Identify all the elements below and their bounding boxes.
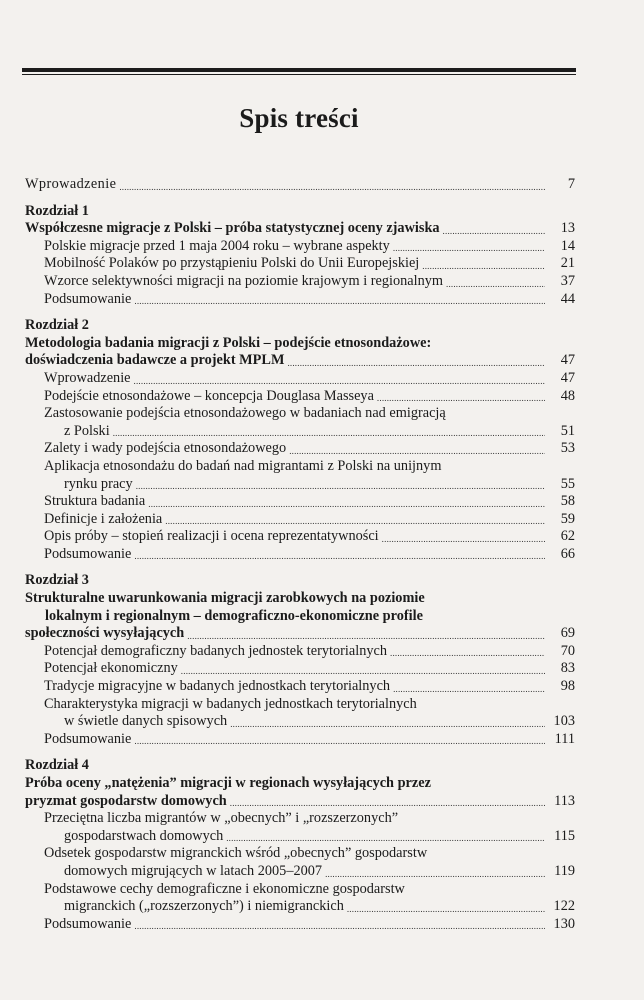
toc-entry-line: Podstawowe cechy demograficzne i ekonomiczne gospodarstw [44,880,405,897]
leader-dots [230,716,545,728]
toc-page-number: 7 [567,176,575,192]
toc-entry-label: rynku pracy [64,475,133,492]
chapter-title-last-line [25,220,575,238]
toc-entry[interactable] [25,731,575,749]
toc-entry[interactable] [25,660,575,678]
toc-page-number: 111 [554,730,575,747]
toc-entry-intro[interactable] [25,176,575,194]
toc-entry-last-line [44,898,575,916]
toc-entry[interactable] [25,291,575,309]
chapter-title[interactable] [25,590,575,643]
toc-entry[interactable] [25,370,575,388]
toc-page-number: 98 [560,678,575,695]
toc-page-number: 83 [560,660,575,677]
leader-dots [393,681,545,693]
toc-page-number: 51 [560,422,575,439]
chapter-section [25,757,575,933]
toc-entry-last-line [44,423,575,441]
leader-dots [230,795,545,807]
toc-entry-label: Struktura badania [44,493,146,510]
toc-page-number: 122 [553,898,575,915]
toc-entry[interactable] [25,273,575,291]
toc-entry[interactable] [25,916,575,934]
toc-entry-label: z Polski [64,422,110,439]
toc-page-number: 37 [560,272,575,289]
toc-entry[interactable] [25,528,575,546]
chapter-title[interactable] [25,335,575,370]
toc-entry[interactable] [25,238,575,256]
page-title: Spis treści [239,103,359,133]
toc-entry-last-line [44,828,575,846]
chapter-title[interactable] [25,220,575,238]
top-rule-thin [22,74,576,75]
toc-entry[interactable] [25,546,575,564]
leader-dots [134,918,545,930]
chapter-title-line: Metodologia badania migracji z Polski – podejście etnosondażowe: [25,334,432,351]
toc-entry[interactable] [25,255,575,273]
leader-dots [422,258,545,270]
leader-dots [287,355,545,367]
toc-page-number: 119 [554,862,575,879]
toc-entry[interactable] [25,493,575,511]
toc-entry-last-line [44,476,575,494]
toc-page-number: 69 [560,625,575,642]
leader-dots [325,866,545,878]
toc-page-number: 47 [560,352,575,369]
toc-entry-label: Opis próby – stopień realizacji i ocena reprezentatywności [44,528,379,545]
toc-page-number: 130 [553,915,575,932]
toc-entry-label: Zalety i wady podejścia etnosondażowego [44,440,287,457]
toc-page-number: 55 [560,475,575,492]
toc-page-number: 48 [560,387,575,404]
toc-entry-label: Wzorce selektywności migracji na poziomie krajowym i regionalnym [44,272,443,289]
toc-page-number: 53 [560,440,575,457]
toc-entry-label: Definicje i założenia [44,510,163,527]
top-rule-thick [22,68,576,72]
toc-entry-label: Potencjał demograficzny badanych jednostek terytorialnych [44,642,387,659]
toc-page-number: 58 [560,493,575,510]
chapter-section [25,572,575,748]
toc-entry-label: Podsumowanie [44,290,132,307]
toc-page-number: 21 [560,255,575,272]
toc-entry-label: w świetle danych spisowych [64,713,228,730]
toc-entry-label: Podsumowanie [44,915,132,932]
toc-entry-label: Podejście etnosondażowe – koncepcja Douglasa Masseya [44,387,374,404]
leader-dots [119,179,545,191]
toc-entry[interactable] [25,643,575,661]
toc-entry[interactable] [25,388,575,406]
toc-page-number: 115 [554,827,575,844]
chapter-section [25,203,575,309]
chapter-title[interactable] [25,775,575,810]
toc-page-number: 14 [560,237,575,254]
toc-entry-line: Aplikacja etnosondażu do badań nad migrantami z Polski na unijnym [44,457,442,474]
leader-dots [443,223,545,235]
toc-entry-label: Podsumowanie [44,545,132,562]
leader-dots [181,663,545,675]
toc-entry-last-line [44,713,575,731]
toc-entry-label: gospodarstwach domowych [64,827,224,844]
toc-entry-label: Tradycje migracyjne w badanych jednostkach terytorialnych [44,678,391,695]
leader-dots [136,478,545,490]
toc-entry-line: Charakterystyka migracji w badanych jednostkach terytorialnych [44,695,417,712]
toc-page-number: 47 [560,369,575,386]
leader-dots [187,628,545,640]
table-of-contents [25,176,575,942]
leader-dots [377,390,545,402]
chapters-list [25,203,575,934]
toc-entry-multiline[interactable] [25,405,575,440]
toc-page-number: 62 [560,528,575,545]
toc-entry-label: Potencjał ekonomiczny [44,660,178,677]
chapter-heading: Rozdział 3 [25,572,89,589]
toc-page-number: 59 [560,510,575,527]
leader-dots [148,496,545,508]
chapter-title-last-line [25,352,575,370]
chapter-title-line: Próba oceny „natężenia” migracji w regionach wysyłających przez [25,775,431,791]
toc-entry-multiline[interactable] [25,458,575,493]
chapter-title-text: Współczesne migracje z Polski – próba statystycznej oceny zjawiska [25,220,440,237]
chapter-title-line: Strukturalne uwarunkowania migracji zarobkowych na poziomie [25,590,425,607]
chapter-title-text: pryzmat gospodarstw domowych [25,792,227,809]
toc-entry-multiline[interactable] [25,696,575,731]
chapter-heading: Rozdział 1 [25,202,89,219]
chapter-title-last-line [25,793,575,811]
leader-dots [134,373,545,385]
toc-entry[interactable] [25,511,575,529]
intro-section [25,176,575,194]
toc-entry-multiline[interactable] [25,810,575,845]
toc-entry-last-line [44,863,575,881]
toc-entry-line: Zastosowanie podejścia etnosondażowego w badaniach nad emigracją [44,405,446,422]
leader-dots [134,293,545,305]
chapter-title-last-line [25,625,575,643]
toc-page-number: 13 [560,220,575,237]
leader-dots [134,548,545,560]
leader-dots [382,531,545,543]
chapter-title-line: lokalnym i regionalnym – demograficzno-ekonomiczne profile [45,607,423,624]
toc-entry-label: domowych migrujących w latach 2005–2007 [64,862,323,879]
toc-entry-multiline[interactable] [25,845,575,880]
toc-page-number: 70 [560,642,575,659]
leader-dots [289,443,545,455]
leader-dots [446,276,545,288]
chapter-heading: Rozdział 4 [25,757,89,774]
toc-page-number: 113 [554,792,575,809]
toc-page-number: 44 [560,290,575,307]
leader-dots [393,240,545,252]
toc-entry-line: Przeciętna liczba migrantów w „obecnych” i „rozszerzonych” [44,810,399,827]
toc-entry-multiline[interactable] [25,881,575,916]
leader-dots [165,513,545,525]
leader-dots [134,733,545,745]
chapter-section [25,317,575,563]
toc-page-number: 66 [560,545,575,562]
toc-entry-label: Wprowadzenie [25,176,117,192]
toc-entry[interactable] [25,678,575,696]
leader-dots [390,645,545,657]
toc-page-number: 103 [553,713,575,730]
toc-entry-label: Podsumowanie [44,730,132,747]
leader-dots [226,830,545,842]
chapter-title-text: doświadczenia badawcze a projekt MPLM [25,352,285,369]
chapter-heading: Rozdział 2 [25,317,89,334]
toc-entry-label: Polskie migracje przed 1 maja 2004 roku – wybrane aspekty [44,237,390,254]
toc-entry-label: migranckich („rozszerzonych”) i niemigranckich [64,898,344,915]
toc-entry-label: Mobilność Polaków po przystąpieniu Polski do Unii Europejskiej [44,255,420,272]
chapter-title-text: społeczności wysyłających [25,625,185,642]
toc-entry[interactable] [25,440,575,458]
toc-entry-label: Wprowadzenie [44,369,131,386]
leader-dots [113,425,545,437]
leader-dots [347,901,545,913]
toc-entry-line: Odsetek gospodarstw migranckich wśród „obecnych” gospodarstw [44,845,428,862]
